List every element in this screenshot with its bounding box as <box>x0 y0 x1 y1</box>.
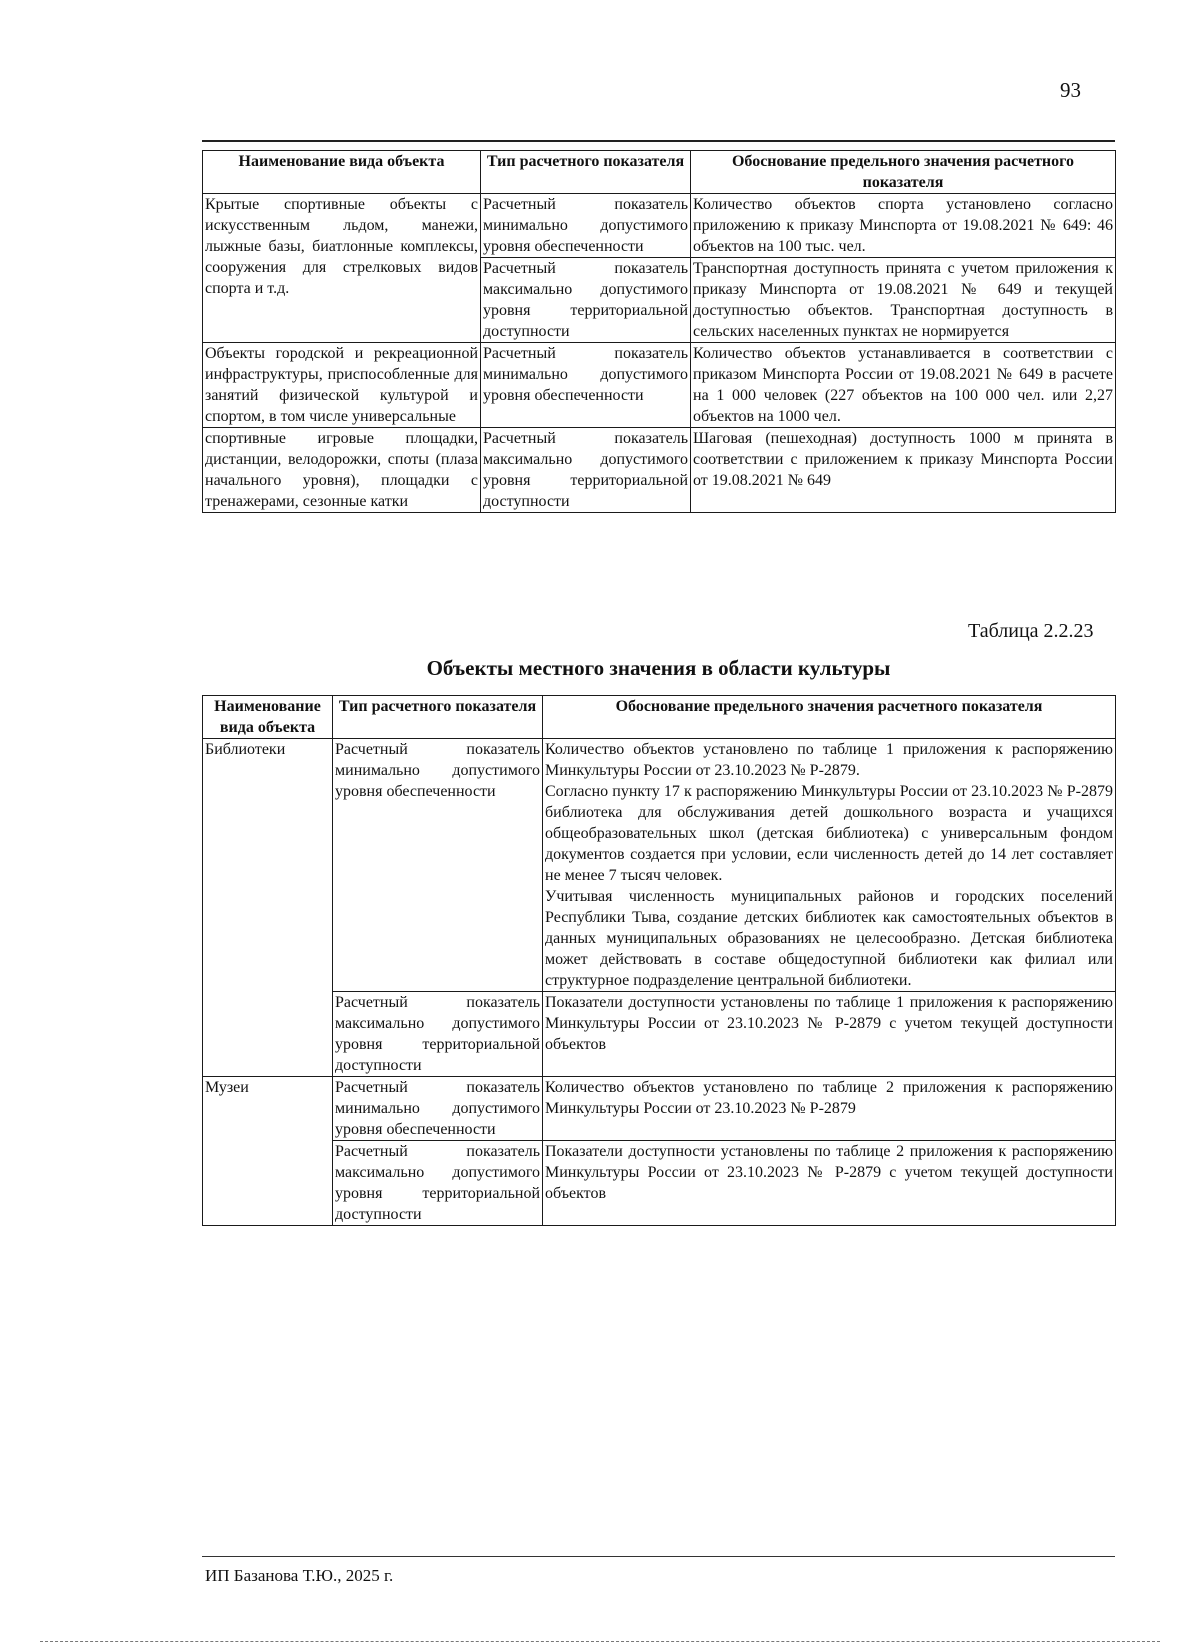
table-row <box>203 194 1116 258</box>
header-object-name: Наименование вида объекта <box>203 151 481 194</box>
basis-cell <box>543 739 1116 992</box>
indicator-type-cell: Расчетный показатель минимально допустимого уровня обеспеченности <box>481 343 691 428</box>
header-indicator-type: Тип расчетного показателя <box>333 696 543 739</box>
basis-cell: Шаговая (пешеходная) доступность 1000 м принята в соответствии с приложением к приказу Минспорта России от 19.08.2021 № 649 <box>691 428 1116 513</box>
basis-cell: Показатели доступности установлены по таблице 2 приложения к распоряжению Минкультуры России от 23.10.2023 № Р-2879 с учетом текущей доступности объектов <box>543 1141 1116 1226</box>
scan-edge-line <box>40 1641 1160 1642</box>
basis-cell: Количество объектов устанавливается в соответствии с приказом Минспорта России от 19.08.2021 № 649 в расчете на 1 000 человек (227 объектов на 100 000 чел. или 2,27 объектов на 1000 чел. <box>691 343 1116 428</box>
table-row <box>203 1141 1116 1226</box>
table-row <box>203 1077 1116 1141</box>
basis-cell: Транспортная доступность принята с учетом приложения к приказу Минспорта от 19.08.2021 № 649 и текущей доступностью объектов. Транспортная доступность в сельских населенных пунктах не нормируется <box>691 258 1116 343</box>
table-row <box>203 428 1116 513</box>
table-header-row <box>203 696 1116 739</box>
header-object-name: Наименование вида объекта <box>203 696 333 739</box>
basis-cell: Показатели доступности установлены по таблице 1 приложения к распоряжению Минкультуры России от 23.10.2023 № Р-2879 с учетом текущей доступности объектов <box>543 992 1116 1077</box>
basis-paragraph: Учитывая численность муниципальных районов и городских поселений Республики Тыва, создание детских библиотек как самостоятельных объектов в данных муниципальных образованиях не целесообразно. Детская библиотека может действовать в составе общедоступной библиотеки как филиал или структурное подразделение центральной библиотеки. <box>545 888 1113 989</box>
indicator-type-cell: Расчетный показатель минимально допустимого уровня обеспеченности <box>333 739 543 992</box>
basis-paragraph: Количество объектов установлено по таблице 1 приложения к распоряжению Минкультуры России от 23.10.2023 № Р-2879. <box>545 741 1113 779</box>
top-rule <box>202 140 1115 142</box>
footer-text: ИП Базанова Т.Ю., 2025 г. <box>205 1566 394 1585</box>
basis-paragraph: Согласно пункту 17 к распоряжению Минкультуры России от 23.10.2023 № Р-2879 библиотека для обслуживания детей дошкольного возраста и учащихся общеобразовательных школ (детская библиотека) с универсальным фондом документов создается при условии, если численность детей до 14 лет составляет не менее 7 тысяч человек. <box>545 783 1113 884</box>
culture-objects-table <box>202 695 1116 1226</box>
basis-cell: Количество объектов спорта установлено согласно приложению к приказу Минспорта от 19.08.2021 № 649: 46 объектов на 100 тыс. чел. <box>691 194 1116 258</box>
footer-rule <box>202 1556 1115 1557</box>
object-name-cell: спортивные игровые площадки, дистанции, велодорожки, споты (плаза начального уровня), площадки с тренажерами, сезонные катки <box>203 428 481 513</box>
object-name-cell: Музеи <box>203 1077 333 1226</box>
table-row <box>203 343 1116 428</box>
header-basis: Обоснование предельного значения расчетного показателя <box>543 696 1116 739</box>
page-number: 93 <box>1060 78 1081 102</box>
indicator-type-cell: Расчетный показатель максимально допустимого уровня территориальной доступности <box>481 428 691 513</box>
table-row <box>203 992 1116 1077</box>
sports-objects-table <box>202 150 1116 513</box>
table-caption: Таблица 2.2.23 <box>968 620 1094 642</box>
indicator-type-cell: Расчетный показатель максимально допустимого уровня территориальной доступности <box>481 258 691 343</box>
table-row <box>203 739 1116 992</box>
object-name-cell: Объекты городской и рекреационной инфраструктуры, приспособленные для занятий физической культурой и спортом, в том числе универсальные <box>203 343 481 428</box>
table-header-row <box>203 151 1116 194</box>
indicator-type-cell: Расчетный показатель минимально допустимого уровня обеспеченности <box>481 194 691 258</box>
header-basis: Обоснование предельного значения расчетного показателя <box>691 151 1116 194</box>
header-indicator-type: Тип расчетного показателя <box>481 151 691 194</box>
indicator-type-cell: Расчетный показатель максимально допустимого уровня территориальной доступности <box>333 1141 543 1226</box>
basis-cell: Количество объектов установлено по таблице 2 приложения к распоряжению Минкультуры России от 23.10.2023 № Р-2879 <box>543 1077 1116 1141</box>
object-name-cell: Библиотеки <box>203 739 333 1077</box>
indicator-type-cell: Расчетный показатель максимально допустимого уровня территориальной доступности <box>333 992 543 1077</box>
section-title: Объекты местного значения в области культуры <box>426 656 891 680</box>
object-name-cell: Крытые спортивные объекты с искусственным льдом, манежи, лыжные базы, биатлонные комплексы, сооружения для стрелковых видов спорта и т.д. <box>203 194 481 343</box>
indicator-type-cell: Расчетный показатель минимально допустимого уровня обеспеченности <box>333 1077 543 1141</box>
